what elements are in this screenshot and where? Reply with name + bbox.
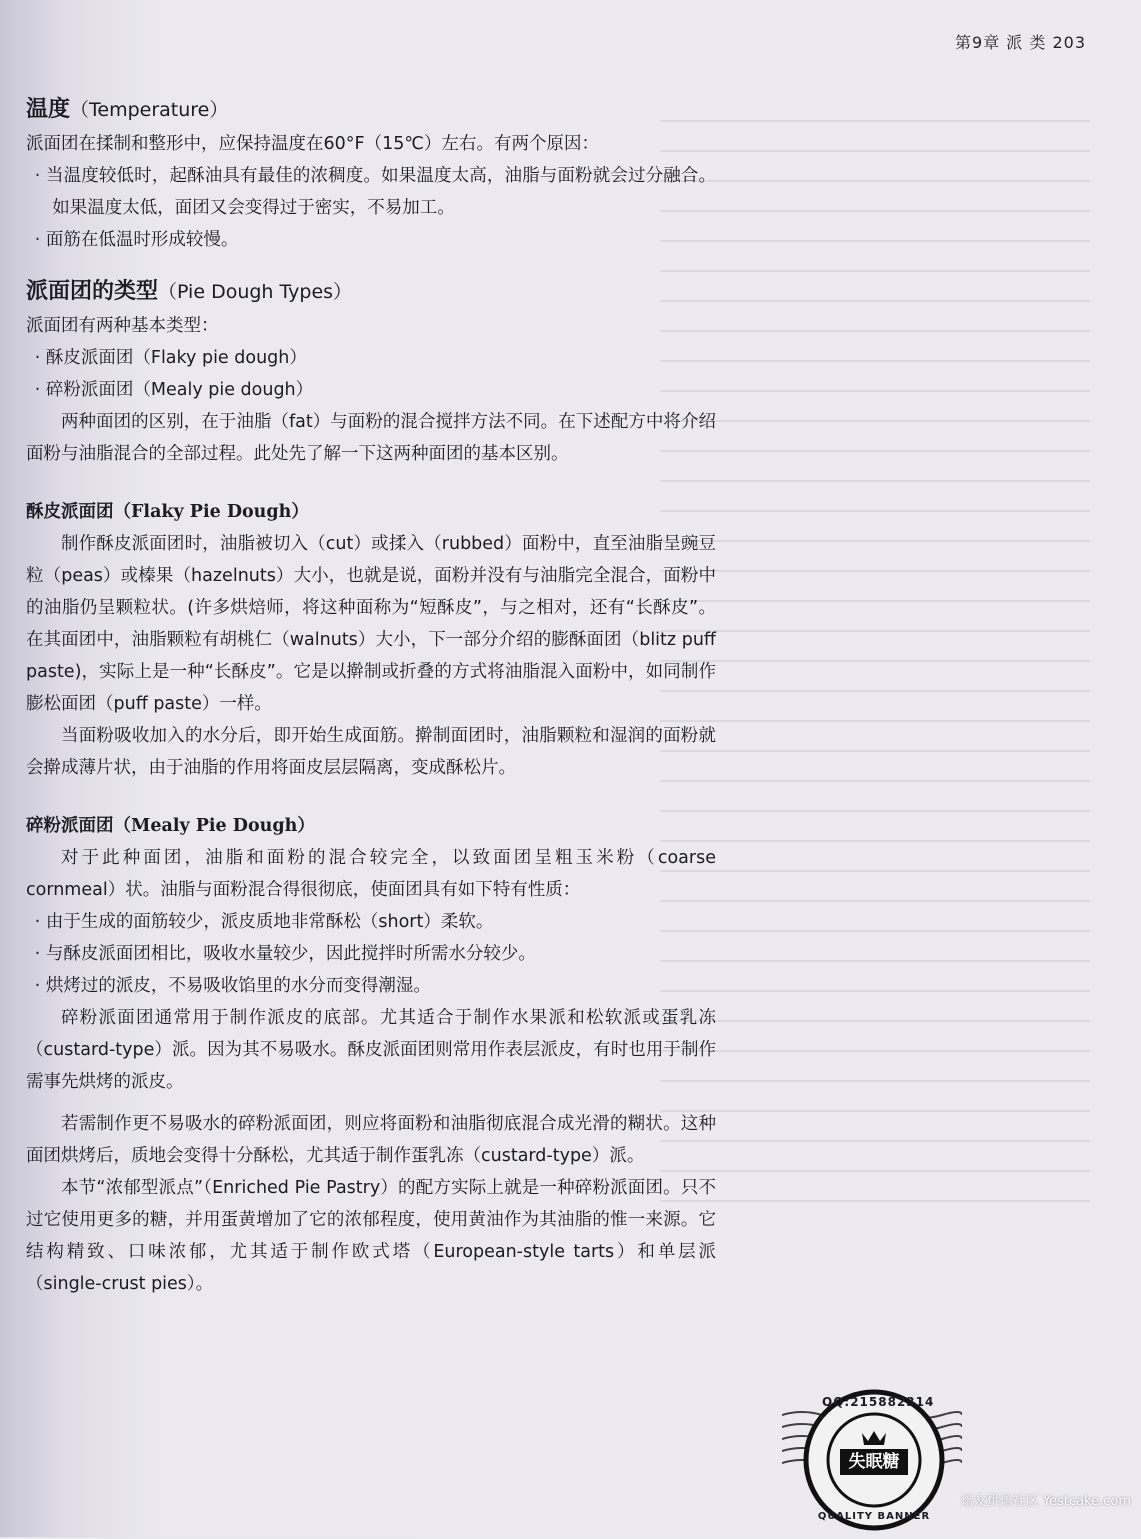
postmark-stamp: [782, 1385, 962, 1535]
section-heading-temperature: 温度（Temperature）: [26, 97, 229, 122]
subsection-heading-flaky: 酥皮派面团（Flaky Pie Dough）: [26, 502, 309, 522]
paragraph: 两种面团的区别，在于油脂（fat）与面粉的混合搅拌方法不同。在下述配方中将介绍面粉与油脂混合的全部过程。此处先了解一下这两种面团的基本区别。: [26, 412, 716, 464]
stamp-name-text: 失眠糖: [848, 1452, 900, 1472]
bullet-item: · 酥皮派面团（Flaky pie dough）: [34, 348, 307, 368]
stamp-bottom-text: QUALITY BANNER: [817, 1511, 931, 1522]
bullet-item: · 面筋在低温时形成较慢。: [34, 230, 239, 250]
bullet-item: · 碎粉派面团（Mealy pie dough）: [34, 380, 314, 400]
paragraph: 本节“浓郁型派点”（Enriched Pie Pastry）的配方实际上就是一种碎粉派面团。只不过它使用更多的糖，并用蛋黄增加了它的浓郁程度，使用黄油作为其油脂的惟一来源。它结构精致、口味浓郁，尤其适于制作欧式塔（European-style tarts）和单层派（single-crust pies）。: [26, 1178, 716, 1294]
paragraph: 派面团有两种基本类型：: [26, 316, 219, 336]
paragraph: 碎粉派面团通常用于制作派皮的底部。尤其适合于制作水果派和松软派或蛋乳冻（custard-type）派。因为其不易吸水。酥皮派面团则常用作表层派皮，有时也用于制作需事先烘烤的派皮。: [26, 1008, 716, 1092]
bleed-through-texture: [660, 120, 1090, 1220]
paragraph: 当面粉吸收加入的水分后，即开始生成面筋。擀制面团时，油脂颗粒和湿润的面粉就会擀成薄片状，由于油脂的作用将面皮层层隔离，变成酥松片。: [26, 726, 716, 778]
bullet-item: · 由于生成的面筋较少，派皮质地非常酥松（short）柔软。: [34, 912, 494, 932]
paragraph: 派面团在揉制和整形中，应保持温度在60°F（15℃）左右。有两个原因：: [26, 134, 600, 154]
paragraph: 制作酥皮派面团时，油脂被切入（cut）或揉入（rubbed）面粉中，直至油脂呈豌豆粒（peas）或榛果（hazelnuts）大小，也就是说，面粉并没有与油脂完全混合，面粉中的油脂仍呈颗粒状。(许多烘焙师，将这种面称为“短酥皮”，与之相对，还有“长酥皮”。在其面团中，油脂颗粒有胡桃仁（walnuts）大小，下一部分介绍的膨酥面团（blitz puff paste)，实际上是一种“长酥皮”。它是以擀制或折叠的方式将油脂混入面粉中，如同制作膨松面团（puff paste）一样。: [26, 534, 716, 714]
page-body: [26, 92, 716, 1300]
section-heading-dough-types: 派面团的类型（Pie Dough Types）: [26, 279, 353, 304]
paragraph: 对于此种面团，油脂和面粉的混合较完全，以致面团呈粗玉米粉（coarse cornmeal）状。油脂与面粉混合得很彻底，使面团具有如下特有性质：: [26, 848, 716, 900]
site-watermark: 焙友烘焙社区 Yestcake.com: [960, 1494, 1131, 1509]
bullet-item: · 烘烤过的派皮，不易吸收馅里的水分而变得潮湿。: [34, 976, 431, 996]
paragraph: 若需制作更不易吸水的碎粉派面团，则应将面粉和油脂彻底混合成光滑的糊状。这种面团烘烤后，质地会变得十分酥松，尤其适于制作蛋乳冻（custard-type）派。: [26, 1114, 716, 1166]
bullet-item: · 当温度较低时，起酥油具有最佳的浓稠度。如果温度太高，油脂与面粉就会过分融合。如果温度太低，面团又会变得过于密实，不易加工。: [34, 166, 716, 218]
subsection-heading-mealy: 碎粉派面团（Mealy Pie Dough）: [26, 816, 315, 836]
running-header: 第9章 派 类 203: [955, 33, 1086, 52]
bullet-item: · 与酥皮派面团相比，吸收水量较少，因此搅拌时所需水分较少。: [34, 944, 536, 964]
stamp-qq-text: QQ:215882314: [822, 1395, 935, 1409]
